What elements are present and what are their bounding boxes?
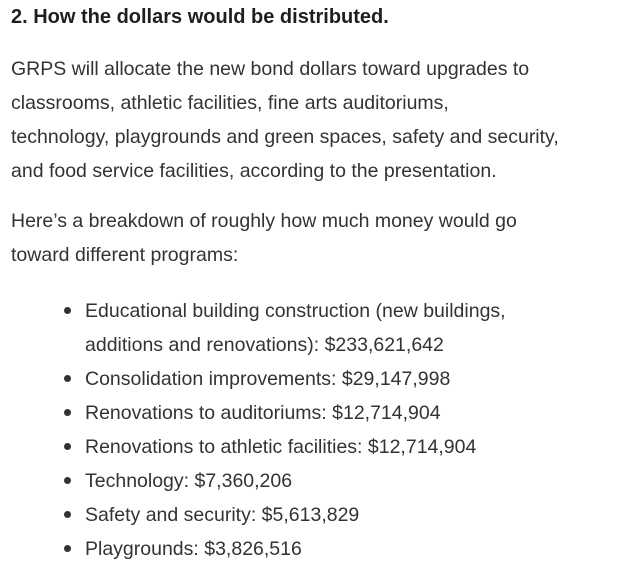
list-item bbox=[85, 498, 623, 532]
paragraph-line: toward different programs: bbox=[11, 244, 239, 266]
list-item-line: Consolidation improvements: $29,147,998 bbox=[85, 368, 451, 390]
list-item bbox=[85, 362, 623, 396]
list-item bbox=[85, 464, 623, 498]
bullet-icon bbox=[64, 443, 71, 450]
paragraph-line: Here’s a breakdown of roughly how much money would go bbox=[11, 210, 517, 232]
list-item bbox=[85, 430, 623, 464]
bullet-icon bbox=[64, 545, 71, 552]
paragraph-line: GRPS will allocate the new bond dollars toward upgrades to bbox=[11, 58, 530, 80]
bullet-icon bbox=[64, 477, 71, 484]
list-item-line: Technology: $7,360,206 bbox=[85, 470, 293, 492]
list-item-line: Renovations to auditoriums: $12,714,904 bbox=[85, 402, 441, 424]
list-item bbox=[85, 532, 623, 566]
bullet-icon bbox=[64, 409, 71, 416]
section-heading: 2. How the dollars would be distributed. bbox=[11, 6, 389, 28]
bullet-icon bbox=[64, 511, 71, 518]
intro-paragraph bbox=[11, 52, 623, 188]
list-item bbox=[85, 396, 623, 430]
list-item-line: additions and renovations): $233,621,642 bbox=[85, 334, 444, 356]
paragraph-line: and food service facilities, according to the presentation. bbox=[11, 160, 497, 182]
bullet-icon bbox=[64, 307, 71, 314]
breakdown-intro-paragraph bbox=[11, 204, 623, 272]
list-item-line: Educational building construction (new buildings, bbox=[85, 300, 506, 322]
list-item-line: Playgrounds: $3,826,516 bbox=[85, 538, 302, 560]
list-item-line: Safety and security: $5,613,829 bbox=[85, 504, 360, 526]
bullet-icon bbox=[64, 375, 71, 382]
paragraph-line: classrooms, athletic facilities, fine arts auditoriums, bbox=[11, 92, 449, 114]
breakdown-list bbox=[11, 294, 623, 566]
list-item bbox=[85, 294, 623, 362]
paragraph-line: technology, playgrounds and green spaces, safety and security, bbox=[11, 126, 559, 148]
list-item-line: Renovations to athletic facilities: $12,714,904 bbox=[85, 436, 477, 458]
